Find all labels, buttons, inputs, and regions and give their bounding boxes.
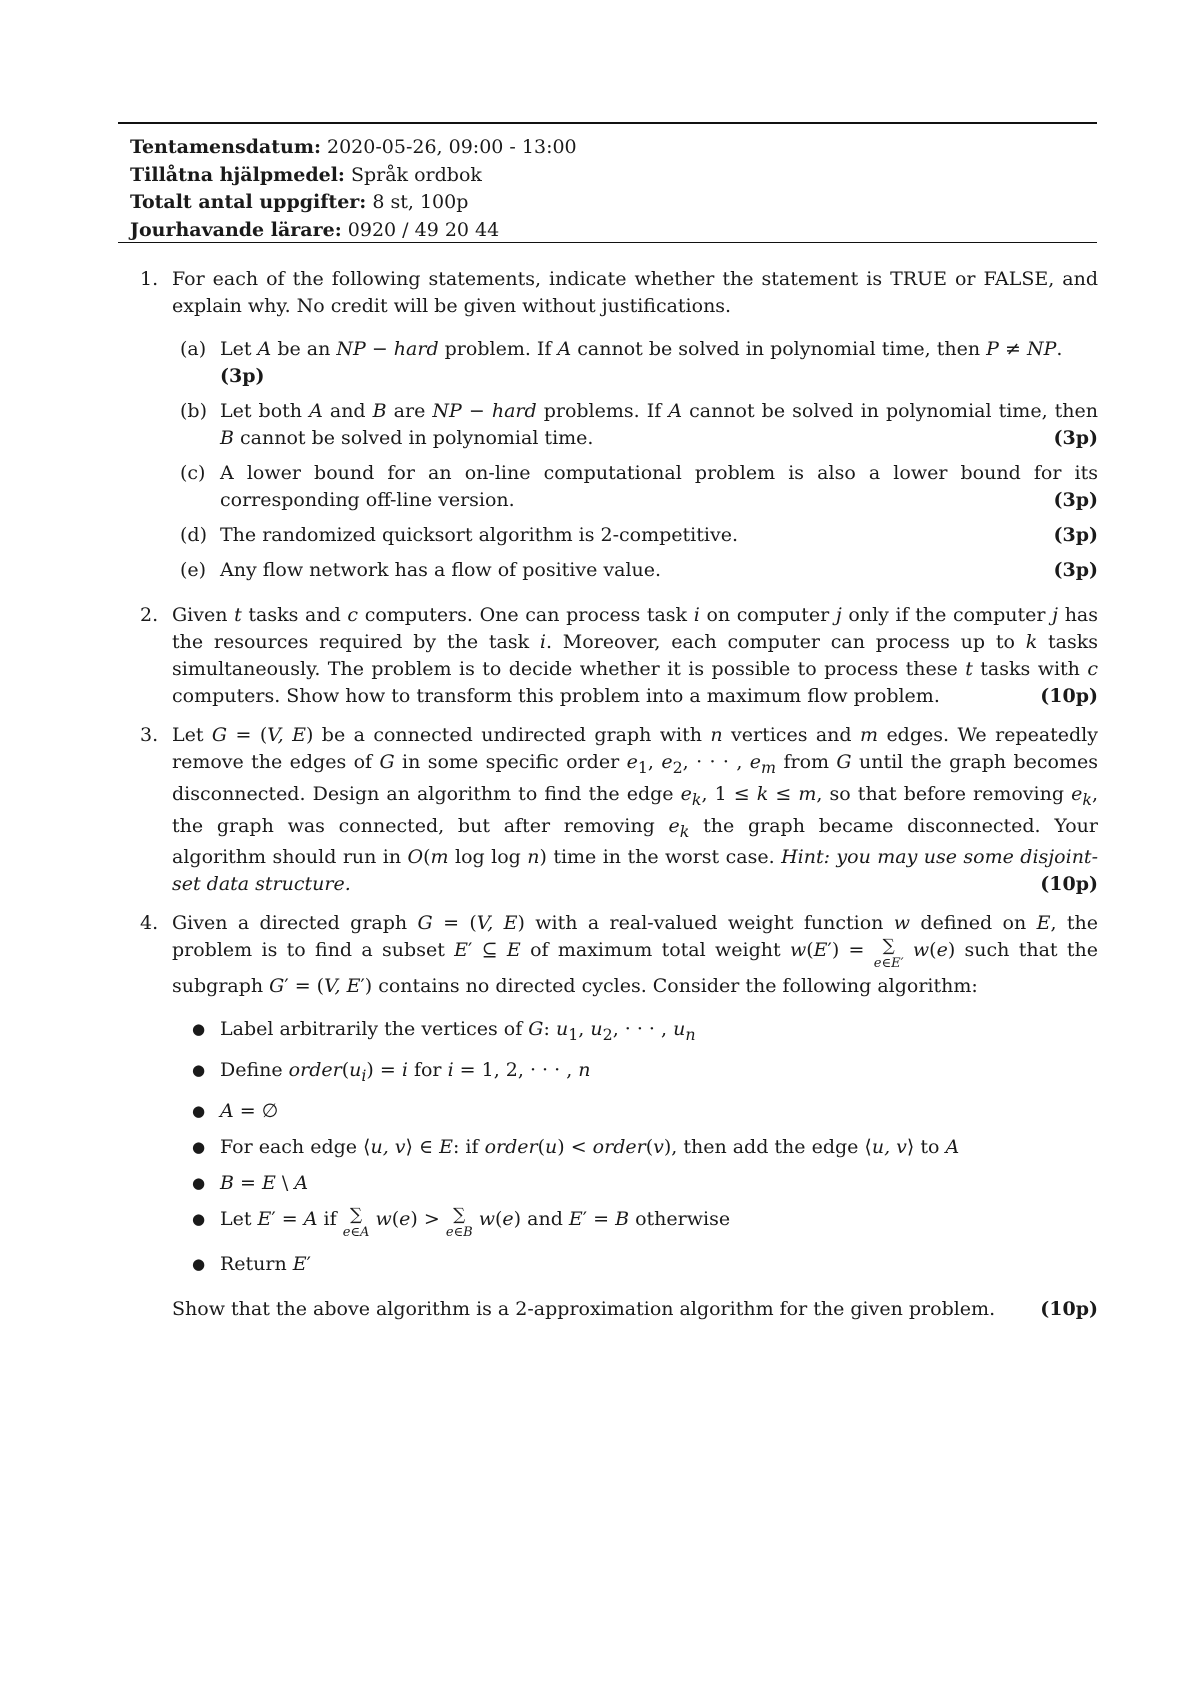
algorithm-step: ● Let E′ = A if ∑ e∈A w(e) > ∑ e∈B w(e) and E′ = B otherwise bbox=[192, 1204, 731, 1240]
question-3 bbox=[140, 722, 1098, 898]
bullet-icon: ● bbox=[192, 1020, 206, 1039]
points: (3p) bbox=[1053, 559, 1098, 581]
points: (3p) bbox=[220, 365, 265, 387]
question-text: For each of the following statements, indicate whether the statement is TRUE or FALSE, and explain why. No credit will be given without justifications. bbox=[172, 268, 1098, 317]
header-top-rule bbox=[118, 122, 1097, 124]
question-4 bbox=[140, 910, 1098, 1323]
subquestion-label: (c) bbox=[180, 462, 206, 484]
closing-text: Show that the above algorithm is a 2-approximation algorithm for the given problem. bbox=[172, 1297, 996, 1320]
header-date: Tentamensdatum: 2020-05-26, 09:00 - 13:00 bbox=[130, 136, 577, 158]
question-number: 1. bbox=[140, 268, 159, 290]
question-1 bbox=[140, 266, 1098, 584]
subquestion-text: The randomized quicksort algorithm is 2-competitive. bbox=[220, 524, 738, 546]
points: (10p) bbox=[1040, 685, 1098, 707]
question-text: Given t tasks and c computers. One can process task i on computer j only if the computer j has the resources required by the task i. Moreover, each computer can process up to k tasks simultaneously. The problem is to decide whether it is possible to process these t tasks with c computers. Show how to transform this problem into a maximum flow problem. (10p) bbox=[172, 602, 1098, 710]
points: (10p) bbox=[1040, 1297, 1098, 1320]
algorithm-step: ● Label arbitrarily the vertices of G: $u_1$, $u_2$, · · · , $u_n$ bbox=[192, 1018, 696, 1045]
bullet-icon: ● bbox=[192, 1061, 206, 1080]
header-aids: Tillåtna hjälpmedel: Språk ordbok bbox=[130, 163, 482, 186]
subquestion-b bbox=[172, 398, 1098, 452]
subquestion-text: Let A be an NP − hard problem. If A cannot be solved in polynomial time, then P ≠ NP. (3p) bbox=[220, 338, 1063, 387]
bullet-icon: ● bbox=[192, 1209, 206, 1228]
subquestion-label: (d) bbox=[180, 524, 207, 546]
subquestion-d bbox=[172, 522, 1098, 549]
question-number: 4. bbox=[140, 912, 159, 935]
header-bottom-rule bbox=[118, 242, 1097, 243]
bullet-icon: ● bbox=[192, 1137, 206, 1156]
question-text: Let G = (V, E) be a connected undirected graph with n vertices and m edges. We repeatedly remove the edges of G in some specific order $e_1$, $e_2$, · · · , $e_m$ from G until the graph becomes disconnected. Design an algorithm to find the edge $e_k$, 1 ≤ k ≤ m, so that before removing $e_k$, the graph was connected, but after removing $e_k$ the graph became disconnected. Your algorithm should run in O(m log log n) time in the worst case. Hint: you may use some disjoint-set data structure. (10p) bbox=[172, 722, 1098, 898]
algorithm-step: ● Return E′ bbox=[172, 1251, 1098, 1278]
subquestion-text: Let both A and B are NP − hard problems. If A cannot be solved in polynomial time, then B cannot be solved in polynomial time. (3p) bbox=[220, 398, 1098, 452]
subquestion-label: (a) bbox=[180, 338, 207, 360]
question-number: 3. bbox=[140, 724, 159, 746]
subquestion-c bbox=[172, 460, 1098, 514]
subquestion-e bbox=[172, 557, 1098, 584]
question-text: Given a directed graph G = (V, E) with a real-valued weight function w defined on E, the problem is to find a subset E′ ⊆ E of maximum total weight w(E′) = ∑ e∈E′ w(e) such that the subgraph G′ = (V, E′) contains no directed cycles. Consider the following algorithm: bbox=[172, 912, 1098, 998]
header-count: Totalt antal uppgifter: 8 st, 100p bbox=[130, 191, 469, 213]
subquestion-label: (e) bbox=[180, 559, 207, 581]
points: (10p) bbox=[1040, 873, 1098, 896]
bullet-icon: ● bbox=[192, 1254, 206, 1273]
sum-symbol: ∑ e∈E′ bbox=[873, 936, 904, 972]
exam-header bbox=[130, 134, 1090, 244]
header-teacher: Jourhavande lärare: 0920 / 49 20 44 bbox=[130, 218, 500, 241]
algorithm-step: ● B = E \ A bbox=[172, 1170, 1098, 1197]
question-list bbox=[140, 266, 1098, 1323]
points: (3p) bbox=[1053, 524, 1098, 546]
question-2 bbox=[140, 602, 1098, 710]
bullet-icon: ● bbox=[192, 1101, 206, 1120]
algorithm-step: ● For each edge ⟨u, v⟩ ∈ E: if order(u) < order(v), then add the edge ⟨u, v⟩ to A bbox=[172, 1134, 1098, 1161]
algorithm-step: ● A = ∅ bbox=[172, 1098, 1098, 1125]
subquestion-text: Any flow network has a flow of positive value. bbox=[220, 559, 662, 581]
subquestion-text: A lower bound for an on-line computational problem is also a lower bound for its corresponding off-line version. bbox=[220, 462, 1098, 511]
points: (3p) bbox=[1053, 489, 1098, 511]
sum-symbol: ∑ e∈A bbox=[342, 1204, 370, 1240]
points: (3p) bbox=[1053, 427, 1098, 449]
question-number: 2. bbox=[140, 604, 159, 626]
sum-symbol: ∑ e∈B bbox=[445, 1204, 473, 1240]
subquestion-a bbox=[172, 336, 1098, 390]
algorithm-step: ● Define $order(u_i) = i$ for i = 1, 2, · · · , n bbox=[192, 1059, 591, 1085]
subquestion-label: (b) bbox=[180, 400, 207, 422]
hint-text: Hint: you may use some disjoint-set data structure. bbox=[172, 846, 1098, 896]
bullet-icon: ● bbox=[192, 1173, 206, 1192]
